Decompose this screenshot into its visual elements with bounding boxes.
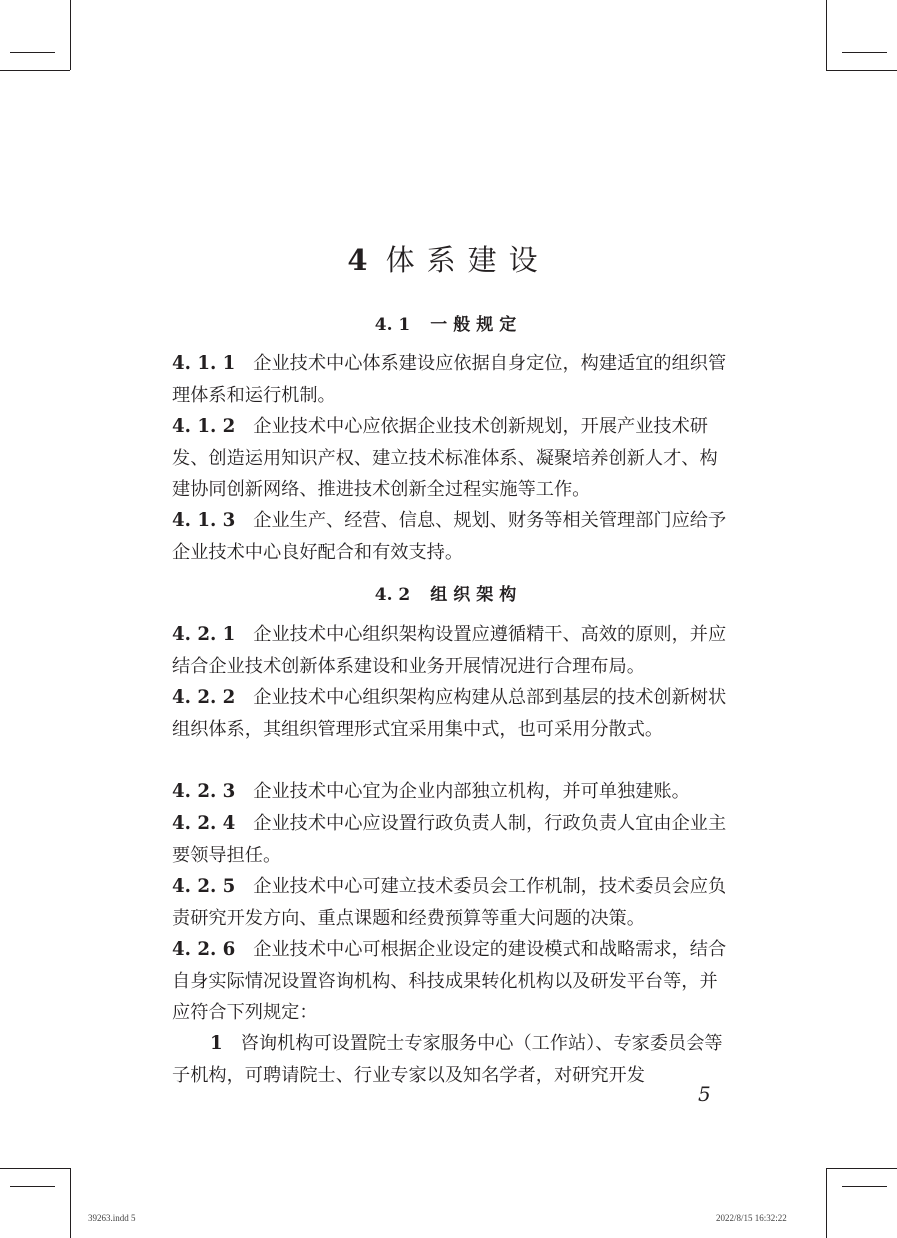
clause <box>172 776 732 808</box>
item-number: 1 <box>210 1033 223 1054</box>
chapter-title <box>0 238 897 279</box>
clause <box>172 505 732 568</box>
crop-mark <box>826 70 897 71</box>
item-text: 咨询机构可设置院士专家服务中心（工作站）、专家委员会等子机构，可聘请院士、行业专家以及知名学者，对研究开发 <box>172 1033 723 1086</box>
clause-text: 企业技术中心体系建设应依据自身定位，构建适宜的组织管理体系和运行机制。 <box>172 353 727 406</box>
clause-text: 企业技术中心组织架构设置应遵循精干、高效的原则，并应结合企业技术创新体系建设和业务开展情况进行合理布局。 <box>172 624 727 677</box>
clause-number: 4. 2. 4 <box>172 813 236 834</box>
clause <box>172 411 732 506</box>
section-title <box>0 580 897 605</box>
clause-number: 4. 2. 3 <box>172 781 236 802</box>
clause-number: 4. 2. 6 <box>172 939 236 960</box>
slug-file: 39263.indd 5 <box>88 1213 136 1223</box>
page-number: 5 <box>698 1082 711 1106</box>
crop-mark <box>0 70 70 71</box>
crop-mark <box>10 52 55 53</box>
crop-mark <box>842 52 887 53</box>
crop-mark <box>0 1168 70 1169</box>
clause-text: 企业技术中心应依据企业技术创新规划，开展产业技术研发、创造运用知识产权、建立技术标准体系、凝聚培养创新人才、构建协同创新网络、推进技术创新全过程实施等工作。 <box>172 416 718 500</box>
chapter-title-text: 体系建设 <box>385 243 550 277</box>
slug-timestamp: 2022/8/15 16:32:22 <box>716 1213 787 1223</box>
clause <box>172 682 732 745</box>
chapter-number: 4 <box>347 243 368 277</box>
clause <box>172 619 732 682</box>
clause-number: 4. 2. 5 <box>172 876 236 897</box>
clause-text: 企业技术中心组织架构应构建从总部到基层的技术创新树状组织体系，其组织管理形式宜采用集中式，也可采用分散式。 <box>172 687 727 740</box>
section-title-text: 一般规定 <box>430 315 523 335</box>
clause-number: 4. 1. 1 <box>172 353 236 374</box>
crop-mark <box>70 0 71 70</box>
clause <box>172 348 732 411</box>
section-number: 4. 2 <box>374 585 411 605</box>
crop-mark <box>70 1168 71 1238</box>
clause-text: 企业技术中心宜为企业内部独立机构，并可单独建账。 <box>253 781 690 802</box>
crop-mark <box>826 1168 897 1169</box>
crop-mark <box>826 0 827 70</box>
clause-number: 4. 2. 2 <box>172 687 236 708</box>
clause-text: 企业技术中心可建立技术委员会工作机制，技术委员会应负责研究开发方向、重点课题和经费预算等重大问题的决策。 <box>172 876 727 929</box>
clause <box>172 934 732 1029</box>
list-item <box>172 1028 732 1091</box>
section-title <box>0 310 897 335</box>
section-title-text: 组织架构 <box>430 585 523 605</box>
clause <box>172 871 732 934</box>
section-number: 4. 1 <box>374 315 411 335</box>
crop-mark <box>10 1186 55 1187</box>
clause-text: 企业生产、经营、信息、规划、财务等相关管理部门应给予企业技术中心良好配合和有效支持。 <box>172 510 727 563</box>
crop-mark <box>842 1186 887 1187</box>
clause-text: 企业技术中心可根据企业设定的建设模式和战略需求，结合自身实际情况设置咨询机构、科技成果转化机构以及研发平台等，并应符合下列规定： <box>172 939 727 1023</box>
clause-number: 4. 1. 2 <box>172 416 236 437</box>
clause-text: 企业技术中心应设置行政负责人制，行政负责人宜由企业主要领导担任。 <box>172 813 727 866</box>
clause-number: 4. 1. 3 <box>172 510 236 531</box>
clause-number: 4. 2. 1 <box>172 624 236 645</box>
crop-mark <box>826 1168 827 1238</box>
clause <box>172 808 732 871</box>
